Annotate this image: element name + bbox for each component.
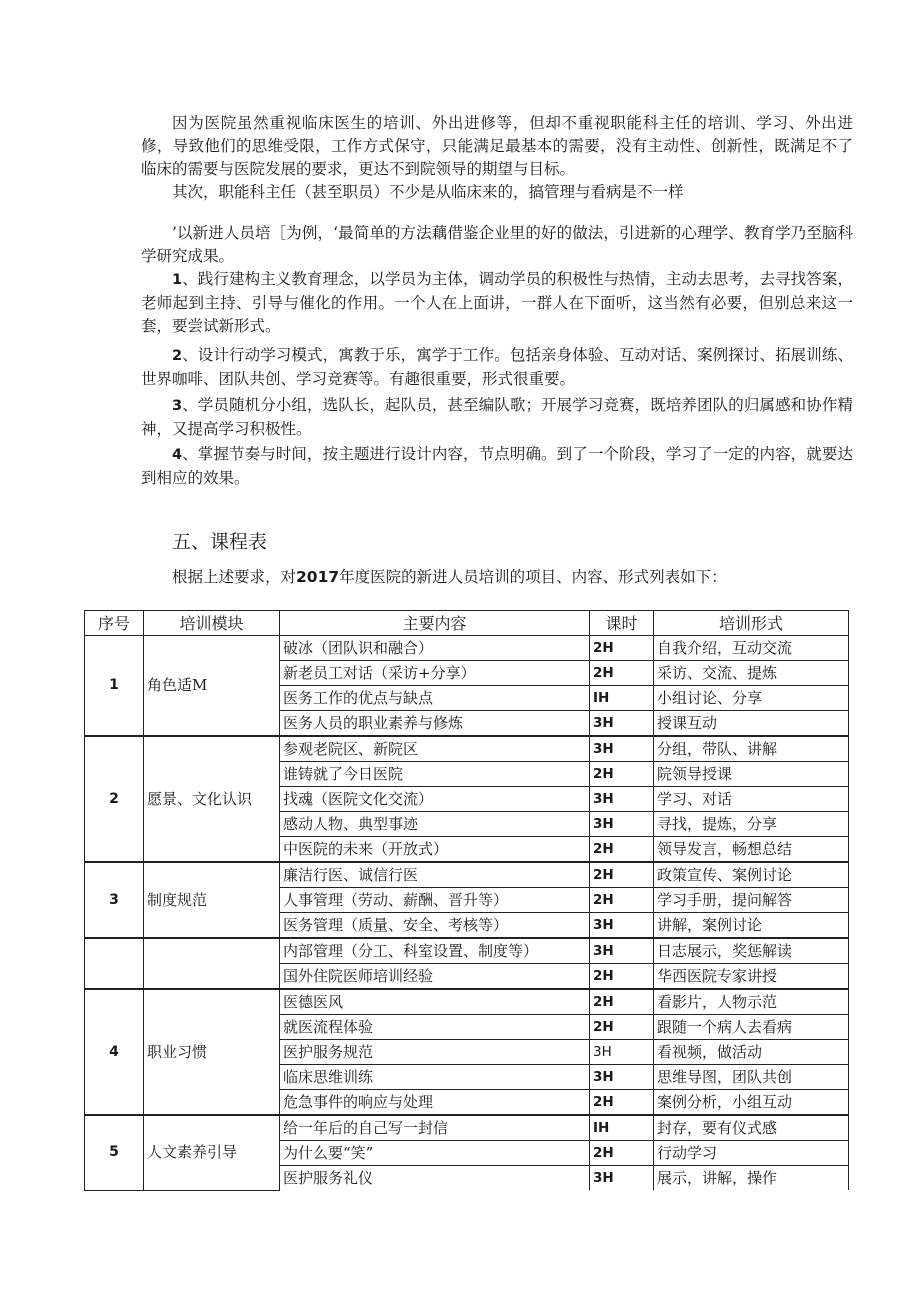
group-number: 4 [85,989,144,1115]
list-item-text: 、掌握节奏与时间，按主题进行设计内容，节点明确。到了一个阶段，学习了一定的内容，就要达到相应的效果。 [141,445,853,487]
row-content: 感动人物、典型事迹 [280,812,590,837]
row-hours: 3H [590,736,654,762]
group-module: 职业习惯 [144,989,280,1115]
row-form: 领导发言，畅想总结 [654,837,849,863]
row-hours: IH [590,686,654,711]
group-module: 角色适M [144,636,280,737]
group-number: 1 [85,636,144,737]
list-item-1 [141,268,853,338]
row-content: 危急事件的响应与处理 [280,1090,590,1116]
row-content: 中医院的未来（开放式） [280,837,590,863]
row-form: 封存，要有仪式感 [654,1115,849,1141]
row-hours: 3H [590,913,654,939]
row-form: 小组讨论、分享 [654,686,849,711]
row-form: 自我介绍，互动交流 [654,636,849,661]
table-row [85,1115,849,1141]
row-content: 内部管理（分工、科室设置、制度等） [280,938,590,964]
course-schedule-table [84,610,849,1191]
intro-text-after: 年度医院的新进人员培训的项目、内容、形式列表如下： [339,568,727,586]
row-content: 国外住院医师培训经验 [280,964,590,990]
row-form: 院领导授课 [654,762,849,787]
header-hours: 课时 [590,611,654,636]
list-item-text: 、学员随机分小组，选队长，起队员，甚至编队歌；开展学习竞赛，既培养团队的归属感和协作精神，又提高学习积极性。 [141,396,853,438]
row-hours: 2H [590,862,654,888]
row-hours: 2H [590,989,654,1015]
row-hours: IH [590,1115,654,1141]
header-number: 序号 [85,611,144,636]
paragraph-example: ’以新进人员培［为例，‘最简单的方法藕借鉴企业里的好的做法，引进新的心理学、教育学乃至脑科学研究成果。 [141,224,853,265]
list-item-4 [141,443,853,490]
section-intro [172,565,727,587]
row-form: 采访、交流、提炼 [654,661,849,686]
row-content: 廉洁行医、诚信行医 [280,862,590,888]
paragraph-reason: 因为医院虽然重视临床医生的培训、外出进修等，但却不重视职能科主任的培训、学习、外出进修，导致他们的思维受限，工作方式保守，只能满足最基本的需要，没有主动性、创新性，既满足不了临床的需要与医院发展的要求，更达不到院领导的期望与目标。 [141,114,853,178]
row-form: 跟随一个病人去看病 [654,1015,849,1040]
row-hours: 2H [590,1141,654,1166]
table-row [85,862,849,888]
row-content: 临床思维训练 [280,1065,590,1090]
row-form: 行动学习 [654,1141,849,1166]
row-content: 人事管理（劳动、薪酬、晋升等） [280,888,590,913]
row-content: 医护服务规范 [280,1040,590,1065]
list-item-number: 3 [172,398,183,414]
group-number: 2 [85,736,144,862]
row-form: 看影片，人物示范 [654,989,849,1015]
list-item-3 [141,394,853,441]
row-form: 讲解，案例讨论 [654,913,849,939]
row-form: 学习、对话 [654,787,849,812]
list-item-2 [141,344,853,391]
row-form: 华西医院专家讲授 [654,964,849,990]
table-row [85,636,849,661]
table-row [85,736,849,762]
row-content: 医务工作的优点与缺点 [280,686,590,711]
row-hours: 3H [590,1065,654,1090]
list-item-text: 、践行建构主义教育理念，以学员为主体，调动学员的积极性与热情，主动去思考，去寻找答案，老师起到主持、引导与催化的作用。一个人在上面讲，一群人在下面听，这当然有必要，但别总来这一套，要尝试新形式。 [141,270,853,335]
row-hours: 2H [590,1090,654,1116]
row-form: 日志展示，奖惩解读 [654,938,849,964]
row-form: 看视频，做活动 [654,1040,849,1065]
row-form: 思维导图，团队共创 [654,1065,849,1090]
row-hours: 3H [590,812,654,837]
row-content: 破冰（团队识和融合） [280,636,590,661]
group-module [144,938,280,989]
row-content: 医德医风 [280,989,590,1015]
section-heading: 五、课程表 [172,531,268,553]
row-form: 学习手册，提问解答 [654,888,849,913]
row-form: 展示，讲解，操作 [654,1166,849,1191]
row-hours: 3H [590,787,654,812]
row-hours: 2H [590,837,654,863]
row-hours: 2H [590,661,654,686]
list-item-number: 2 [172,348,183,364]
group-number [85,938,144,989]
row-form: 案例分析，小组互动 [654,1090,849,1116]
row-content: 医务人员的职业素养与修炼 [280,711,590,737]
group-number: 3 [85,862,144,938]
header-module: 培训模块 [144,611,280,636]
table-row [85,989,849,1015]
row-form: 分组，带队、讲解 [654,736,849,762]
row-hours: 2H [590,888,654,913]
row-hours: 2H [590,762,654,787]
row-content: 给一年后的自己写一封信 [280,1115,590,1141]
intro-text-before: 根据上述要求，对 [172,568,297,586]
row-form: 授课互动 [654,711,849,737]
row-content: 为什么要“笑” [280,1141,590,1166]
paragraph-secondly: 其次，职能科主任（甚至职员）不少是从临床来的，搞管理与看病是不一样 [172,183,684,201]
header-form: 培训形式 [654,611,849,636]
row-content: 新老员工对话（采访+分享） [280,661,590,686]
row-form: 寻找，提炼，分享 [654,812,849,837]
list-item-number: 4 [172,447,183,463]
row-content: 谁铸就了今日医院 [280,762,590,787]
group-number: 5 [85,1115,144,1190]
group-module: 制度规范 [144,862,280,938]
row-hours: 3H [590,711,654,737]
row-hours: 2H [590,636,654,661]
row-hours: 3H [590,1166,654,1191]
intro-year: 2017 [296,568,340,586]
table-header-row [85,611,849,636]
row-content: 医务管理（质量、安全、考核等） [280,913,590,939]
row-form: 政策宣传、案例讨论 [654,862,849,888]
list-item-number: 1 [172,272,183,288]
row-content: 找魂（医院文化交流） [280,787,590,812]
list-item-text: 、设计行动学习模式，寓教于乐，寓学于工作。包括亲身体验、互动对话、案例探讨、拓展训练、世界咖啡、团队共创、学习竞赛等。有趣很重要，形式很重要。 [141,346,853,388]
row-hours: 2H [590,1015,654,1040]
row-hours: 3H [590,938,654,964]
row-hours: 3H [590,1040,654,1065]
row-content: 就医流程体验 [280,1015,590,1040]
row-content: 参观老院区、新院区 [280,736,590,762]
row-content: 医护服务礼仪 [280,1166,590,1191]
group-module: 人文素养引导 [144,1115,280,1190]
table-row [85,938,849,964]
group-module: 愿景、文化认识 [144,736,280,862]
header-content: 主要内容 [280,611,590,636]
row-hours: 2H [590,964,654,990]
